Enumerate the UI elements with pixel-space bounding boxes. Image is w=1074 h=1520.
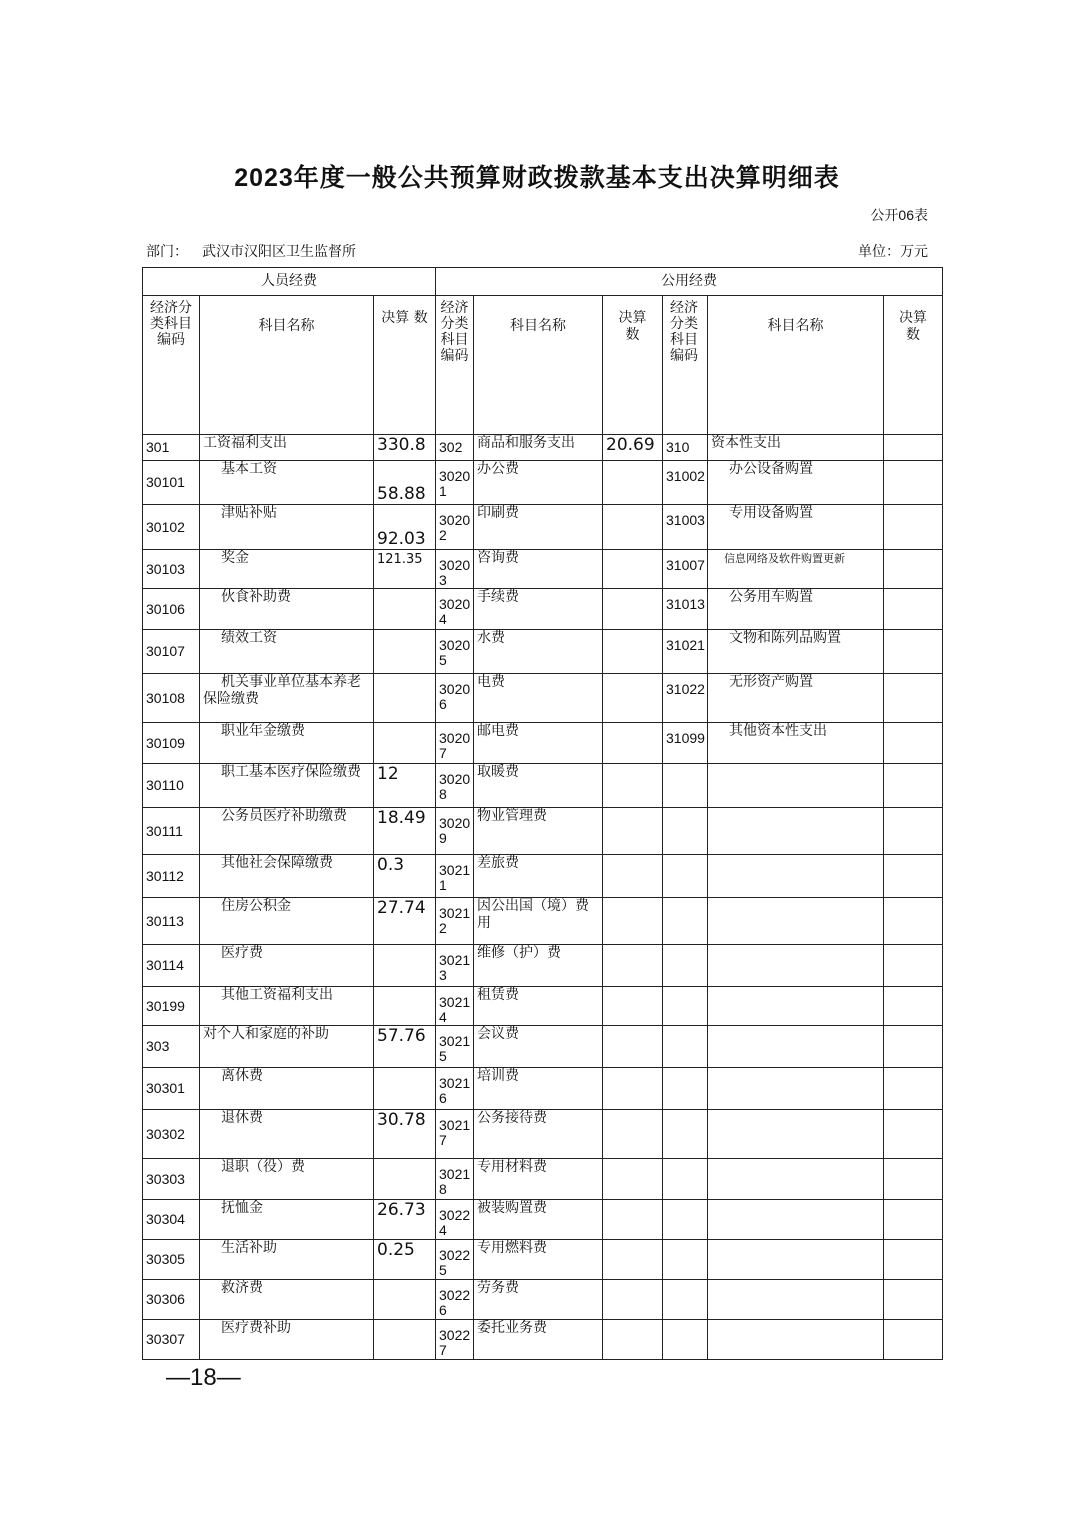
right-amount-cell bbox=[884, 898, 943, 945]
right-amount-cell bbox=[884, 630, 943, 674]
table-row bbox=[143, 723, 943, 764]
table-row bbox=[143, 1240, 943, 1280]
left-code-cell: 30305 bbox=[143, 1240, 200, 1280]
mid-name-cell: 公务接待费 bbox=[474, 1110, 603, 1159]
mid-code-cell: 30224 bbox=[436, 1200, 474, 1240]
left-amount-cell: 92.03 bbox=[374, 505, 436, 550]
right-code-cell bbox=[663, 898, 708, 945]
mid-name-cell: 水费 bbox=[474, 630, 603, 674]
mid-name-cell: 咨询费 bbox=[474, 550, 603, 589]
column-header-row bbox=[143, 296, 943, 435]
mid-name-cell: 印刷费 bbox=[474, 505, 603, 550]
right-name-cell bbox=[708, 1026, 884, 1068]
left-amount-cell bbox=[374, 1068, 436, 1110]
right-name-cell: 公务用车购置 bbox=[708, 589, 884, 630]
right-name-cell: 专用设备购置 bbox=[708, 505, 884, 550]
expenditure-table bbox=[142, 267, 943, 1360]
table-row bbox=[143, 987, 943, 1026]
left-amount-cell bbox=[374, 1159, 436, 1200]
right-amount-cell bbox=[884, 1026, 943, 1068]
right-name-cell bbox=[708, 1200, 884, 1240]
left-amount-cell: 58.88 bbox=[374, 461, 436, 505]
mid-code-cell: 30207 bbox=[436, 723, 474, 764]
mid-amount-cell bbox=[603, 461, 663, 505]
left-amount-cell bbox=[374, 630, 436, 674]
right-code-cell bbox=[663, 1159, 708, 1200]
mid-amount-cell bbox=[603, 945, 663, 987]
header-amount-capital: 决算数 bbox=[884, 296, 943, 435]
right-code-cell: 31022 bbox=[663, 674, 708, 723]
left-name-cell: 退休费 bbox=[200, 1110, 374, 1159]
right-name-cell bbox=[708, 764, 884, 808]
left-name-cell: 退职（役）费 bbox=[200, 1159, 374, 1200]
right-code-cell: 31021 bbox=[663, 630, 708, 674]
unit-label: 单位：万元 bbox=[858, 243, 928, 259]
mid-code-cell: 30216 bbox=[436, 1068, 474, 1110]
header-amount-personnel: 决算 数 bbox=[374, 296, 436, 435]
left-name-cell: 医疗费补助 bbox=[200, 1320, 374, 1360]
table-row bbox=[143, 945, 943, 987]
right-code-cell: 31002 bbox=[663, 461, 708, 505]
left-name-cell: 伙食补助费 bbox=[200, 589, 374, 630]
mid-amount-cell bbox=[603, 674, 663, 723]
left-name-cell: 绩效工资 bbox=[200, 630, 374, 674]
mid-code-cell: 30205 bbox=[436, 630, 474, 674]
mid-code-cell: 30201 bbox=[436, 461, 474, 505]
header-amount-goods: 决算数 bbox=[603, 296, 663, 435]
left-code-cell: 303 bbox=[143, 1026, 200, 1068]
left-name-cell: 生活补助 bbox=[200, 1240, 374, 1280]
right-amount-cell bbox=[884, 855, 943, 898]
left-amount-cell: 18.49 bbox=[374, 808, 436, 855]
left-amount-cell bbox=[374, 723, 436, 764]
left-amount-cell: 27.74 bbox=[374, 898, 436, 945]
right-amount-cell bbox=[884, 435, 943, 461]
mid-amount-cell bbox=[603, 764, 663, 808]
right-name-cell bbox=[708, 898, 884, 945]
mid-name-cell: 办公费 bbox=[474, 461, 603, 505]
mid-code-cell: 30226 bbox=[436, 1280, 474, 1320]
right-amount-cell bbox=[884, 461, 943, 505]
mid-name-cell: 委托业务费 bbox=[474, 1320, 603, 1360]
header-name-personnel: 科目名称 bbox=[200, 296, 374, 435]
left-code-cell: 30307 bbox=[143, 1320, 200, 1360]
right-amount-cell bbox=[884, 764, 943, 808]
left-name-cell: 离休费 bbox=[200, 1068, 374, 1110]
left-name-cell: 其他社会保障缴费 bbox=[200, 855, 374, 898]
right-code-cell bbox=[663, 764, 708, 808]
mid-code-cell: 30215 bbox=[436, 1026, 474, 1068]
mid-code-cell: 30204 bbox=[436, 589, 474, 630]
right-code-cell bbox=[663, 945, 708, 987]
mid-code-cell: 30206 bbox=[436, 674, 474, 723]
right-code-cell bbox=[663, 1200, 708, 1240]
mid-name-cell: 劳务费 bbox=[474, 1280, 603, 1320]
table-row bbox=[143, 898, 943, 945]
mid-name-cell: 邮电费 bbox=[474, 723, 603, 764]
right-name-cell bbox=[708, 1110, 884, 1159]
left-code-cell: 30101 bbox=[143, 461, 200, 505]
mid-amount-cell bbox=[603, 1159, 663, 1200]
form-number: 公开06表 bbox=[870, 207, 928, 223]
left-amount-cell: 0.3 bbox=[374, 855, 436, 898]
table-row bbox=[143, 630, 943, 674]
left-code-cell: 30110 bbox=[143, 764, 200, 808]
right-code-cell bbox=[663, 987, 708, 1026]
mid-amount-cell bbox=[603, 1200, 663, 1240]
mid-amount-cell bbox=[603, 550, 663, 589]
table-row bbox=[143, 589, 943, 630]
mid-amount-cell bbox=[603, 898, 663, 945]
mid-name-cell: 专用材料费 bbox=[474, 1159, 603, 1200]
right-name-cell: 文物和陈列品购置 bbox=[708, 630, 884, 674]
left-code-cell: 301 bbox=[143, 435, 200, 461]
mid-amount-cell bbox=[603, 855, 663, 898]
right-name-cell: 无形资产购置 bbox=[708, 674, 884, 723]
mid-name-cell: 手续费 bbox=[474, 589, 603, 630]
mid-amount-cell bbox=[603, 505, 663, 550]
mid-amount-cell bbox=[603, 1240, 663, 1280]
left-code-cell: 30306 bbox=[143, 1280, 200, 1320]
header-code-capital: 经济分类科目编码 bbox=[663, 296, 708, 435]
left-amount-cell bbox=[374, 945, 436, 987]
left-amount-cell bbox=[374, 674, 436, 723]
department-label: 部门： bbox=[146, 243, 188, 259]
mid-code-cell: 30214 bbox=[436, 987, 474, 1026]
right-code-cell: 31013 bbox=[663, 589, 708, 630]
mid-name-cell: 会议费 bbox=[474, 1026, 603, 1068]
table-row bbox=[143, 764, 943, 808]
left-code-cell: 30108 bbox=[143, 674, 200, 723]
department-name: 武汉市汉阳区卫生监督所 bbox=[202, 243, 356, 259]
mid-amount-cell bbox=[603, 589, 663, 630]
right-code-cell bbox=[663, 1068, 708, 1110]
mid-name-cell: 专用燃料费 bbox=[474, 1240, 603, 1280]
right-amount-cell bbox=[884, 945, 943, 987]
right-amount-cell bbox=[884, 1200, 943, 1240]
right-amount-cell bbox=[884, 1110, 943, 1159]
left-name-cell: 救济费 bbox=[200, 1280, 374, 1320]
group-personnel: 人员经费 bbox=[143, 268, 436, 296]
left-name-cell: 机关事业单位基本养老保险缴费 bbox=[200, 674, 374, 723]
right-code-cell bbox=[663, 1110, 708, 1159]
department-line bbox=[146, 241, 356, 261]
table-row bbox=[143, 505, 943, 550]
mid-name-cell: 电费 bbox=[474, 674, 603, 723]
table-row bbox=[143, 855, 943, 898]
left-code-cell: 30111 bbox=[143, 808, 200, 855]
page-title: 2023年度一般公共预算财政拨款基本支出决算明细表 bbox=[234, 164, 840, 192]
right-amount-cell bbox=[884, 1159, 943, 1200]
header-name-capital: 科目名称 bbox=[708, 296, 884, 435]
left-name-cell: 津贴补贴 bbox=[200, 505, 374, 550]
mid-name-cell: 物业管理费 bbox=[474, 808, 603, 855]
mid-code-cell: 30202 bbox=[436, 505, 474, 550]
right-amount-cell bbox=[884, 723, 943, 764]
table-row bbox=[143, 1068, 943, 1110]
right-name-cell bbox=[708, 1068, 884, 1110]
right-code-cell bbox=[663, 1026, 708, 1068]
left-amount-cell: 26.73 bbox=[374, 1200, 436, 1240]
left-code-cell: 30113 bbox=[143, 898, 200, 945]
mid-code-cell: 30225 bbox=[436, 1240, 474, 1280]
right-amount-cell bbox=[884, 1068, 943, 1110]
left-code-cell: 30304 bbox=[143, 1200, 200, 1240]
left-amount-cell: 57.76 bbox=[374, 1026, 436, 1068]
mid-amount-cell bbox=[603, 1026, 663, 1068]
left-name-cell: 住房公积金 bbox=[200, 898, 374, 945]
mid-name-cell: 取暖费 bbox=[474, 764, 603, 808]
left-code-cell: 30303 bbox=[143, 1159, 200, 1200]
left-amount-cell: 12 bbox=[374, 764, 436, 808]
right-code-cell bbox=[663, 808, 708, 855]
mid-amount-cell bbox=[603, 1110, 663, 1159]
mid-amount-cell bbox=[603, 723, 663, 764]
right-amount-cell bbox=[884, 1280, 943, 1320]
right-name-cell bbox=[708, 808, 884, 855]
left-code-cell: 30102 bbox=[143, 505, 200, 550]
group-header-row bbox=[143, 268, 943, 296]
left-amount-cell: 30.78 bbox=[374, 1110, 436, 1159]
right-amount-cell bbox=[884, 987, 943, 1026]
right-code-cell: 31099 bbox=[663, 723, 708, 764]
left-code-cell: 30106 bbox=[143, 589, 200, 630]
table-row bbox=[143, 808, 943, 855]
left-amount-cell: 330.8 bbox=[374, 435, 436, 461]
right-name-cell: 办公设备购置 bbox=[708, 461, 884, 505]
left-name-cell: 医疗费 bbox=[200, 945, 374, 987]
right-name-cell: 信息网络及软件购置更新 bbox=[708, 550, 884, 589]
mid-amount-cell bbox=[603, 808, 663, 855]
mid-name-cell: 维修（护）费 bbox=[474, 945, 603, 987]
right-name-cell bbox=[708, 987, 884, 1026]
table-row bbox=[143, 1110, 943, 1159]
left-amount-cell: 121.35 bbox=[374, 550, 436, 589]
left-amount-cell bbox=[374, 1280, 436, 1320]
left-code-cell: 30107 bbox=[143, 630, 200, 674]
left-code-cell: 30199 bbox=[143, 987, 200, 1026]
mid-amount-cell bbox=[603, 987, 663, 1026]
right-code-cell bbox=[663, 1240, 708, 1280]
left-name-cell: 其他工资福利支出 bbox=[200, 987, 374, 1026]
mid-code-cell: 30203 bbox=[436, 550, 474, 589]
right-code-cell: 31003 bbox=[663, 505, 708, 550]
table-row bbox=[143, 1159, 943, 1200]
right-code-cell: 31007 bbox=[663, 550, 708, 589]
page-number: —18— bbox=[166, 1364, 241, 1391]
mid-code-cell: 30212 bbox=[436, 898, 474, 945]
right-amount-cell bbox=[884, 589, 943, 630]
right-code-cell bbox=[663, 1320, 708, 1360]
left-name-cell: 基本工资 bbox=[200, 461, 374, 505]
right-amount-cell bbox=[884, 1320, 943, 1360]
table-row bbox=[143, 435, 943, 461]
right-code-cell bbox=[663, 1280, 708, 1320]
left-amount-cell: 0.25 bbox=[374, 1240, 436, 1280]
mid-name-cell: 租赁费 bbox=[474, 987, 603, 1026]
right-name-cell bbox=[708, 945, 884, 987]
mid-name-cell: 被装购置费 bbox=[474, 1200, 603, 1240]
mid-amount-cell bbox=[603, 630, 663, 674]
mid-code-cell: 302 bbox=[436, 435, 474, 461]
left-amount-cell bbox=[374, 987, 436, 1026]
right-name-cell: 资本性支出 bbox=[708, 435, 884, 461]
mid-amount-cell bbox=[603, 1280, 663, 1320]
left-code-cell: 30109 bbox=[143, 723, 200, 764]
table-row bbox=[143, 1320, 943, 1360]
left-name-cell: 职工基本医疗保险缴费 bbox=[200, 764, 374, 808]
mid-code-cell: 30208 bbox=[436, 764, 474, 808]
right-name-cell bbox=[708, 1159, 884, 1200]
mid-amount-cell: 20.69 bbox=[603, 435, 663, 461]
left-amount-cell bbox=[374, 589, 436, 630]
mid-name-cell: 培训费 bbox=[474, 1068, 603, 1110]
left-name-cell: 奖金 bbox=[200, 550, 374, 589]
header-name-goods: 科目名称 bbox=[474, 296, 603, 435]
left-name-cell: 职业年金缴费 bbox=[200, 723, 374, 764]
right-name-cell bbox=[708, 1320, 884, 1360]
mid-code-cell: 30227 bbox=[436, 1320, 474, 1360]
left-name-cell: 工资福利支出 bbox=[200, 435, 374, 461]
mid-code-cell: 30218 bbox=[436, 1159, 474, 1200]
left-code-cell: 30114 bbox=[143, 945, 200, 987]
mid-code-cell: 30211 bbox=[436, 855, 474, 898]
left-name-cell: 公务员医疗补助缴费 bbox=[200, 808, 374, 855]
group-public: 公用经费 bbox=[436, 268, 943, 296]
left-amount-cell bbox=[374, 1320, 436, 1360]
mid-name-cell: 商品和服务支出 bbox=[474, 435, 603, 461]
right-code-cell: 310 bbox=[663, 435, 708, 461]
table-row bbox=[143, 461, 943, 505]
right-amount-cell bbox=[884, 550, 943, 589]
left-code-cell: 30302 bbox=[143, 1110, 200, 1159]
mid-name-cell: 因公出国（境）费用 bbox=[474, 898, 603, 945]
table-row bbox=[143, 674, 943, 723]
table-row bbox=[143, 550, 943, 589]
right-name-cell bbox=[708, 1240, 884, 1280]
mid-code-cell: 30209 bbox=[436, 808, 474, 855]
left-code-cell: 30103 bbox=[143, 550, 200, 589]
right-amount-cell bbox=[884, 505, 943, 550]
left-name-cell: 对个人和家庭的补助 bbox=[200, 1026, 374, 1068]
left-name-cell: 抚恤金 bbox=[200, 1200, 374, 1240]
table-row bbox=[143, 1200, 943, 1240]
left-code-cell: 30112 bbox=[143, 855, 200, 898]
header-code-goods: 经济分类科目编码 bbox=[436, 296, 474, 435]
table-row bbox=[143, 1026, 943, 1068]
right-name-cell bbox=[708, 1280, 884, 1320]
right-code-cell bbox=[663, 855, 708, 898]
mid-code-cell: 30213 bbox=[436, 945, 474, 987]
mid-amount-cell bbox=[603, 1320, 663, 1360]
right-amount-cell bbox=[884, 674, 943, 723]
mid-code-cell: 30217 bbox=[436, 1110, 474, 1159]
mid-name-cell: 差旅费 bbox=[474, 855, 603, 898]
right-amount-cell bbox=[884, 808, 943, 855]
right-name-cell bbox=[708, 855, 884, 898]
header-code-personnel: 经济分类科目编码 bbox=[143, 296, 200, 435]
mid-amount-cell bbox=[603, 1068, 663, 1110]
left-code-cell: 30301 bbox=[143, 1068, 200, 1110]
right-amount-cell bbox=[884, 1240, 943, 1280]
table-row bbox=[143, 1280, 943, 1320]
right-name-cell: 其他资本性支出 bbox=[708, 723, 884, 764]
